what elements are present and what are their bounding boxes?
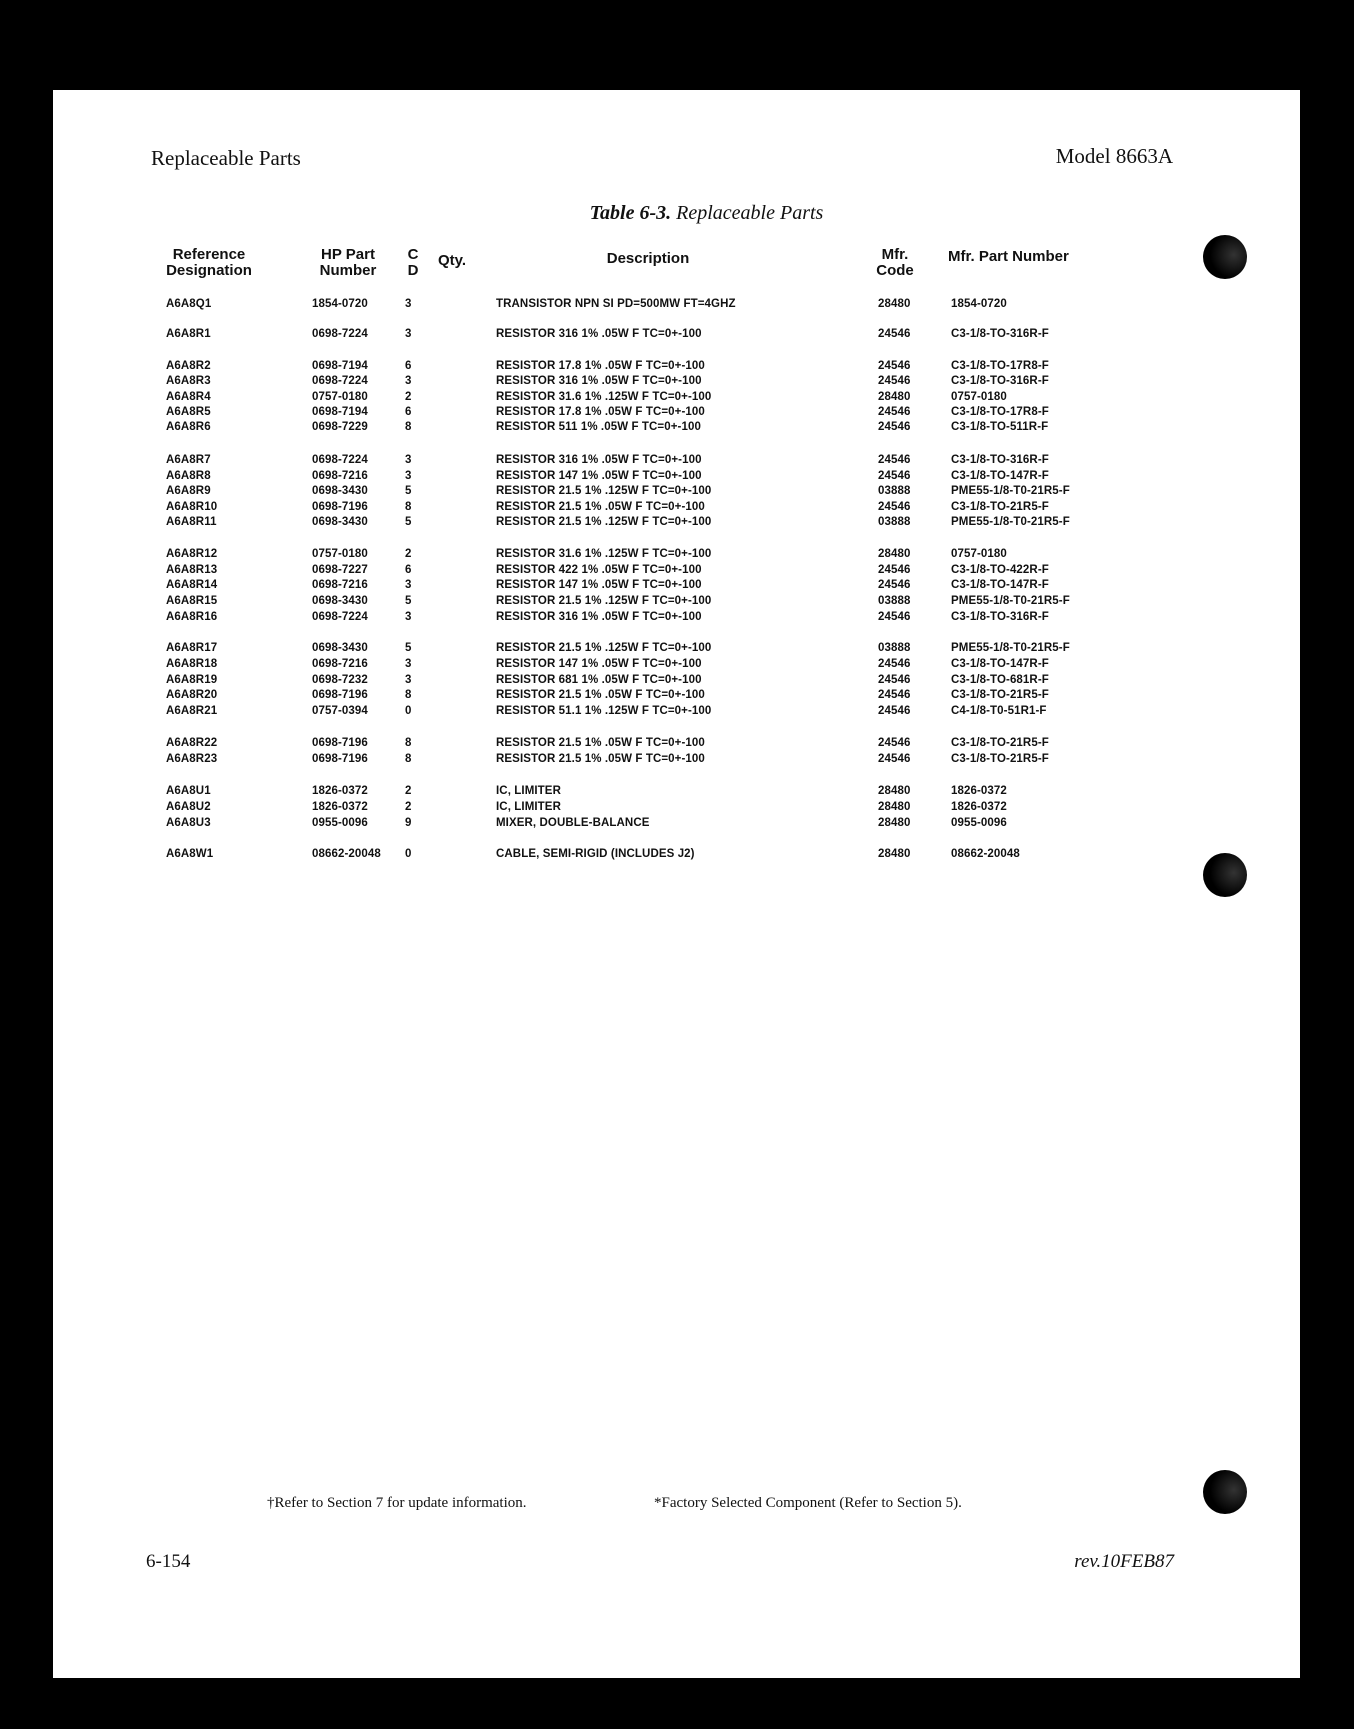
column-header-qty: Qty. (438, 252, 467, 269)
cell-mfr-part-number: C3-1/8-TO-316R-F (951, 611, 1049, 623)
cell-cd: 6 (405, 406, 412, 418)
table-number: Table 6-3. (589, 202, 672, 224)
column-header-description: Description (606, 250, 690, 267)
cell-reference: A6A8R6 (166, 421, 211, 433)
cell-mfr-code: 24546 (878, 360, 911, 372)
cell-mfr-part-number: C3-1/8-TO-21R5-F (951, 737, 1049, 749)
cell-description: IC, LIMITER (496, 801, 561, 813)
cell-reference: A6A8R10 (166, 501, 218, 513)
cell-reference: A6A8R8 (166, 470, 211, 482)
cell-cd: 8 (405, 753, 412, 765)
cell-cd: 2 (405, 801, 412, 813)
cell-mfr-code: 24546 (878, 564, 911, 576)
binder-hole-bottom (1203, 1470, 1247, 1514)
cell-hp-part: 0698-7194 (312, 360, 368, 372)
cell-mfr-part-number: PME55-1/8-T0-21R5-F (951, 642, 1070, 654)
cell-cd: 8 (405, 689, 412, 701)
cell-cd: 3 (405, 579, 412, 591)
cell-reference: A6A8R2 (166, 360, 211, 372)
cell-cd: 2 (405, 391, 412, 403)
cell-hp-part: 0698-7224 (312, 611, 368, 623)
cell-mfr-code: 24546 (878, 454, 911, 466)
cell-hp-part: 0698-7196 (312, 737, 368, 749)
cell-description: MIXER, DOUBLE-BALANCE (496, 817, 650, 829)
cell-description: RESISTOR 17.8 1% .05W F TC=0+-100 (496, 406, 705, 418)
cell-mfr-part-number: C3-1/8-TO-147R-F (951, 470, 1049, 482)
table-name: Replaceable Parts (671, 202, 824, 224)
revision-date: rev.10FEB87 (1074, 1551, 1174, 1572)
cell-mfr-part-number: C3-1/8-TO-17R8-F (951, 360, 1049, 372)
cell-mfr-part-number: C3-1/8-TO-147R-F (951, 658, 1049, 670)
cell-reference: A6A8R9 (166, 485, 211, 497)
cell-description: RESISTOR 511 1% .05W F TC=0+-100 (496, 421, 701, 433)
cell-hp-part: 0698-7216 (312, 658, 368, 670)
cell-description: CABLE, SEMI-RIGID (INCLUDES J2) (496, 848, 695, 860)
cell-reference: A6A8R3 (166, 375, 211, 387)
cell-description: RESISTOR 147 1% .05W F TC=0+-100 (496, 470, 702, 482)
cell-hp-part: 0757-0180 (312, 548, 368, 560)
cell-mfr-code: 24546 (878, 406, 911, 418)
cell-mfr-part-number: 0955-0096 (951, 817, 1007, 829)
cell-mfr-code: 24546 (878, 470, 911, 482)
table-title (53, 202, 1300, 225)
cell-description: RESISTOR 21.5 1% .125W F TC=0+-100 (496, 485, 712, 497)
cell-description: RESISTOR 21.5 1% .125W F TC=0+-100 (496, 516, 712, 528)
column-header-hp-part: HP Part Number (319, 246, 377, 279)
cell-cd: 6 (405, 360, 412, 372)
cell-cd: 0 (405, 705, 412, 717)
cell-cd: 9 (405, 817, 412, 829)
cell-description: RESISTOR 316 1% .05W F TC=0+-100 (496, 328, 702, 340)
column-header-cd: C D (407, 246, 419, 279)
cell-mfr-part-number: C3-1/8-TO-316R-F (951, 328, 1049, 340)
cell-cd: 8 (405, 501, 412, 513)
cell-hp-part: 1826-0372 (312, 785, 368, 797)
cell-hp-part: 0698-7216 (312, 470, 368, 482)
cell-mfr-code: 24546 (878, 375, 911, 387)
cell-mfr-part-number: PME55-1/8-T0-21R5-F (951, 516, 1070, 528)
cell-cd: 3 (405, 298, 412, 310)
cell-mfr-code: 03888 (878, 516, 911, 528)
cell-description: RESISTOR 316 1% .05W F TC=0+-100 (496, 611, 702, 623)
document-page (53, 90, 1300, 1678)
cell-hp-part: 0698-7224 (312, 375, 368, 387)
cell-hp-part: 0698-7224 (312, 328, 368, 340)
binder-hole-middle (1203, 853, 1247, 897)
cell-reference: A6A8R18 (166, 658, 218, 670)
cell-mfr-part-number: C4-1/8-T0-51R1-F (951, 705, 1047, 717)
cell-cd: 3 (405, 375, 412, 387)
cell-hp-part: 0757-0394 (312, 705, 368, 717)
cell-description: RESISTOR 17.8 1% .05W F TC=0+-100 (496, 360, 705, 372)
model-header: Model 8663A (1055, 144, 1173, 168)
cell-mfr-code: 24546 (878, 674, 911, 686)
cell-mfr-part-number: C3-1/8-TO-21R5-F (951, 753, 1049, 765)
cell-reference: A6A8U2 (166, 801, 211, 813)
cell-reference: A6A8R12 (166, 548, 218, 560)
cell-reference: A6A8U1 (166, 785, 211, 797)
cell-cd: 5 (405, 642, 412, 654)
cell-cd: 2 (405, 548, 412, 560)
cell-mfr-part-number: C3-1/8-TO-21R5-F (951, 501, 1049, 513)
cell-reference: A6A8R1 (166, 328, 211, 340)
cell-reference: A6A8R5 (166, 406, 211, 418)
cell-cd: 3 (405, 658, 412, 670)
cell-hp-part: 1826-0372 (312, 801, 368, 813)
page-number: 6-154 (146, 1551, 191, 1572)
cell-description: RESISTOR 31.6 1% .125W F TC=0+-100 (496, 391, 712, 403)
cell-mfr-part-number: 0757-0180 (951, 391, 1007, 403)
cell-cd: 2 (405, 785, 412, 797)
cell-mfr-code: 24546 (878, 421, 911, 433)
cell-reference: A6A8R14 (166, 579, 218, 591)
cell-mfr-code: 28480 (878, 848, 911, 860)
cell-description: RESISTOR 147 1% .05W F TC=0+-100 (496, 579, 702, 591)
cell-cd: 0 (405, 848, 412, 860)
footnote-update: †Refer to Section 7 for update information. (267, 1495, 527, 1511)
cell-cd: 3 (405, 328, 412, 340)
cell-description: RESISTOR 147 1% .05W F TC=0+-100 (496, 658, 702, 670)
cell-description: RESISTOR 31.6 1% .125W F TC=0+-100 (496, 548, 712, 560)
cell-mfr-code: 28480 (878, 298, 911, 310)
cell-description: IC, LIMITER (496, 785, 561, 797)
cell-hp-part: 0698-7224 (312, 454, 368, 466)
cell-description: RESISTOR 681 1% .05W F TC=0+-100 (496, 674, 702, 686)
cell-mfr-part-number: 1826-0372 (951, 801, 1007, 813)
cell-description: RESISTOR 21.5 1% .05W F TC=0+-100 (496, 501, 705, 513)
cell-cd: 5 (405, 516, 412, 528)
cell-description: RESISTOR 21.5 1% .05W F TC=0+-100 (496, 737, 705, 749)
cell-hp-part: 0698-7227 (312, 564, 368, 576)
cell-mfr-part-number: C3-1/8-TO-147R-F (951, 579, 1049, 591)
cell-reference: A6A8R17 (166, 642, 218, 654)
cell-mfr-code: 24546 (878, 753, 911, 765)
cell-mfr-code: 28480 (878, 785, 911, 797)
cell-description: RESISTOR 422 1% .05W F TC=0+-100 (496, 564, 702, 576)
cell-hp-part: 0698-7196 (312, 753, 368, 765)
cell-mfr-code: 24546 (878, 737, 911, 749)
cell-reference: A6A8R11 (166, 516, 217, 528)
cell-mfr-code: 24546 (878, 611, 911, 623)
cell-hp-part: 0698-3430 (312, 642, 368, 654)
cell-reference: A6A8R22 (166, 737, 218, 749)
cell-cd: 8 (405, 421, 412, 433)
cell-hp-part: 0698-7196 (312, 689, 368, 701)
cell-reference: A6A8R16 (166, 611, 218, 623)
column-header-reference: Reference Designation (166, 246, 252, 279)
cell-cd: 8 (405, 737, 412, 749)
cell-cd: 6 (405, 564, 412, 576)
cell-mfr-part-number: PME55-1/8-T0-21R5-F (951, 485, 1070, 497)
cell-cd: 3 (405, 674, 412, 686)
cell-description: RESISTOR 21.5 1% .125W F TC=0+-100 (496, 595, 712, 607)
cell-reference: A6A8R23 (166, 753, 218, 765)
binder-hole-top (1203, 235, 1247, 279)
cell-description: RESISTOR 316 1% .05W F TC=0+-100 (496, 454, 702, 466)
cell-mfr-code: 03888 (878, 595, 911, 607)
cell-description: RESISTOR 21.5 1% .05W F TC=0+-100 (496, 689, 705, 701)
cell-cd: 3 (405, 454, 412, 466)
cell-cd: 3 (405, 611, 412, 623)
cell-mfr-part-number: C3-1/8-TO-511R-F (951, 421, 1049, 433)
cell-mfr-code: 03888 (878, 642, 911, 654)
cell-mfr-part-number: C3-1/8-TO-681R-F (951, 674, 1049, 686)
cell-mfr-part-number: C3-1/8-TO-422R-F (951, 564, 1049, 576)
cell-hp-part: 0698-7229 (312, 421, 368, 433)
cell-reference: A6A8R13 (166, 564, 218, 576)
cell-mfr-code: 24546 (878, 328, 911, 340)
cell-reference: A6A8W1 (166, 848, 214, 860)
cell-mfr-part-number: C3-1/8-TO-316R-F (951, 454, 1049, 466)
cell-description: RESISTOR 21.5 1% .125W F TC=0+-100 (496, 642, 712, 654)
cell-mfr-part-number: C3-1/8-TO-21R5-F (951, 689, 1049, 701)
cell-mfr-code: 28480 (878, 548, 911, 560)
cell-mfr-code: 28480 (878, 391, 911, 403)
cell-reference: A6A8R15 (166, 595, 218, 607)
cell-mfr-code: 24546 (878, 705, 911, 717)
cell-mfr-part-number: 1826-0372 (951, 785, 1007, 797)
column-header-mfr-part-number: Mfr. Part Number (948, 248, 1069, 265)
cell-mfr-part-number: 08662-20048 (951, 848, 1020, 860)
cell-cd: 3 (405, 470, 412, 482)
cell-hp-part: 08662-20048 (312, 848, 381, 860)
cell-hp-part: 0698-3430 (312, 485, 368, 497)
cell-hp-part: 0955-0096 (312, 817, 368, 829)
cell-reference: A6A8R19 (166, 674, 218, 686)
cell-description: TRANSISTOR NPN SI PD=500MW FT=4GHZ (496, 298, 736, 310)
cell-reference: A6A8U3 (166, 817, 211, 829)
cell-mfr-part-number: C3-1/8-TO-17R8-F (951, 406, 1049, 418)
section-header: Replaceable Parts (151, 146, 301, 170)
cell-mfr-code: 03888 (878, 485, 911, 497)
column-header-mfr-code: Mfr. Code (876, 246, 914, 279)
cell-hp-part: 0698-7194 (312, 406, 368, 418)
cell-reference: A6A8R7 (166, 454, 211, 466)
cell-mfr-code: 28480 (878, 801, 911, 813)
cell-hp-part: 0757-0180 (312, 391, 368, 403)
footnote-factory-selected: *Factory Selected Component (Refer to Section 5). (654, 1495, 962, 1511)
cell-reference: A6A8R21 (166, 705, 218, 717)
cell-reference: A6A8R20 (166, 689, 218, 701)
cell-mfr-part-number: 0757-0180 (951, 548, 1007, 560)
cell-reference: A6A8R4 (166, 391, 211, 403)
cell-reference: A6A8Q1 (166, 298, 212, 310)
cell-mfr-part-number: C3-1/8-TO-316R-F (951, 375, 1049, 387)
cell-mfr-part-number: PME55-1/8-T0-21R5-F (951, 595, 1070, 607)
cell-cd: 5 (405, 595, 412, 607)
cell-cd: 5 (405, 485, 412, 497)
cell-description: RESISTOR 51.1 1% .125W F TC=0+-100 (496, 705, 712, 717)
cell-hp-part: 0698-7232 (312, 674, 368, 686)
cell-mfr-code: 24546 (878, 658, 911, 670)
cell-mfr-part-number: 1854-0720 (951, 298, 1007, 310)
cell-description: RESISTOR 316 1% .05W F TC=0+-100 (496, 375, 702, 387)
cell-hp-part: 0698-3430 (312, 595, 368, 607)
cell-hp-part: 0698-7196 (312, 501, 368, 513)
cell-mfr-code: 24546 (878, 579, 911, 591)
cell-hp-part: 0698-3430 (312, 516, 368, 528)
cell-mfr-code: 28480 (878, 817, 911, 829)
cell-description: RESISTOR 21.5 1% .05W F TC=0+-100 (496, 753, 705, 765)
cell-hp-part: 1854-0720 (312, 298, 368, 310)
cell-mfr-code: 24546 (878, 689, 911, 701)
cell-mfr-code: 24546 (878, 501, 911, 513)
cell-hp-part: 0698-7216 (312, 579, 368, 591)
